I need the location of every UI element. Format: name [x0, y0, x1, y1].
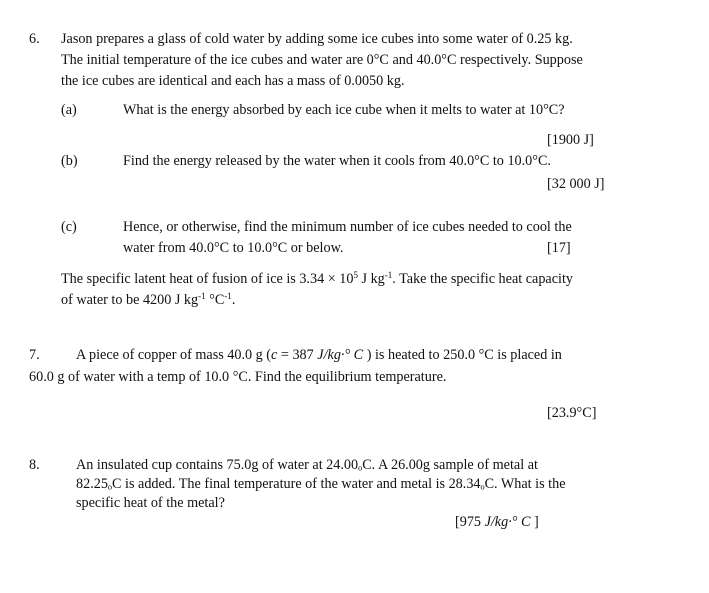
q6b-question: Find the energy released by the water when it cools from 40.0°C to 10.0°C.: [123, 153, 551, 169]
q8-line-2: 82.25ₒC is added. The final temperature of the water and metal is 28.34ₒC. What is the: [76, 476, 566, 492]
q7-line-1-text: A piece of copper of mass 40.0 g (: [76, 347, 272, 363]
q8-line-1: An insulated cup contains 75.0g of water at 24.00ₒC. A 26.00g sample of metal at: [76, 457, 538, 473]
q6-number: 6.: [29, 31, 40, 47]
q6-given-line-1-text: The specific latent heat of fusion of ice is 3.34 × 10: [61, 271, 354, 287]
q7-c-value: = 387: [277, 347, 318, 363]
q6-given-line-2: [61, 293, 235, 307]
q7-line-1-end: ) is heated to 250.0 °C is placed in: [363, 347, 562, 363]
q7-c-symbol: c: [271, 347, 278, 363]
q6-given-unit-exponent: -1: [384, 270, 393, 280]
q7-line-2: 60.0 g of water with a temp of 10.0 °C. Find the equilibrium temperature.: [29, 369, 447, 385]
q6-given-line-2-end: .: [231, 292, 236, 308]
q8-number: 8.: [29, 457, 40, 473]
q6-intro-line-1: Jason prepares a glass of cold water by adding some ice cubes into some water of 0.25 kg.: [61, 31, 573, 47]
q8-answer-end: ]: [530, 514, 539, 530]
q8-answer: [455, 515, 539, 529]
q6-given-line-1: [61, 272, 573, 286]
q6-intro-line-3: the ice cubes are identical and each has a mass of 0.0050 kg.: [61, 73, 405, 89]
q6b-answer: [32 000 J]: [547, 176, 605, 192]
q7-c-unit: J/kg·° C: [317, 347, 364, 363]
q6a-label: (a): [61, 102, 77, 118]
q8-line-3: specific heat of the metal?: [76, 495, 225, 511]
q6b-label: (b): [61, 153, 78, 169]
q6a-answer: [1900 J]: [547, 132, 594, 148]
q8-answer-value: [975: [455, 514, 485, 530]
q6-given-line-2-text: of water to be 4200 J kg: [61, 292, 199, 308]
q6-given-line-1-end: . Take the specific heat capacity: [392, 271, 573, 287]
q6-given-celsius: °C: [205, 292, 225, 308]
q6c-label: (c): [61, 219, 77, 235]
q6-given-exponent: 5: [353, 270, 358, 280]
q6-given-kg-exponent: -1: [198, 291, 206, 301]
q7-number: 7.: [29, 347, 40, 363]
q6-intro-line-2: The initial temperature of the ice cubes and water are 0°C and 40.0°C respectively. Suppose: [61, 52, 583, 68]
q6c-question-line-2: water from 40.0°C to 10.0°C or below.: [123, 240, 344, 256]
q6c-answer: [17]: [547, 240, 571, 256]
q8-answer-unit: J/kg·° C: [484, 514, 531, 530]
q6-given-unit: J kg: [357, 271, 385, 287]
q7-answer: [23.9°C]: [547, 405, 597, 421]
q6a-question: What is the energy absorbed by each ice cube when it melts to water at 10°C?: [123, 102, 565, 118]
q7-line-1: [76, 348, 562, 362]
q6c-question-line-1: Hence, or otherwise, find the minimum number of ice cubes needed to cool the: [123, 219, 572, 235]
q6-given-celsius-exponent: -1: [224, 291, 232, 301]
